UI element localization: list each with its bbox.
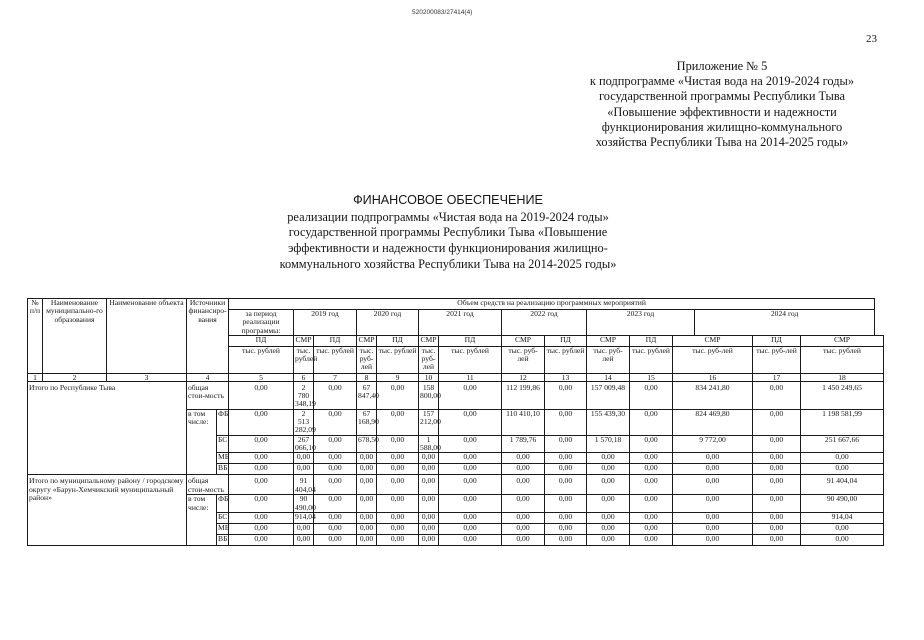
value-cell: 0,00 [439, 495, 502, 513]
value-cell: 0,00 [630, 475, 673, 495]
value-cell: 0,00 [229, 409, 294, 435]
value-cell: 0,00 [753, 534, 801, 545]
value-cell: 0,00 [545, 495, 587, 513]
col-header-smr: СМР [673, 335, 753, 346]
title-main: ФИНАНСОВОЕ ОБЕСПЕЧЕНИЕ [353, 193, 543, 207]
value-cell: 91 404,04 [801, 475, 884, 495]
source-code: ФБ [217, 495, 229, 513]
source-code: ВБ [217, 464, 229, 475]
col-number: 11 [439, 373, 502, 381]
value-cell: 251 667,66 [801, 435, 884, 453]
value-cell: 0,00 [439, 381, 502, 409]
group-label: Итого по Республике Тыва [28, 381, 187, 474]
appendix-heading [520, 59, 924, 150]
value-cell: 0,00 [357, 464, 377, 475]
value-cell: 0,00 [357, 523, 377, 534]
appendix-line: функционирования жилищно-коммунального [601, 119, 843, 134]
title-line: реализации подпрограммы «Чистая вода на 2019-2024 годы» [287, 209, 609, 224]
value-cell: 2 780 348,19 [295, 382, 316, 409]
header-row [28, 299, 884, 310]
value-cell: 0,00 [673, 523, 753, 534]
value-cell: 0,00 [377, 475, 419, 495]
col-header-pd: ПД [753, 335, 801, 346]
value-cell: 0,00 [419, 523, 439, 534]
value-cell: 0,00 [630, 453, 673, 464]
value-cell: 0,00 [753, 381, 801, 409]
page-number: 23 [866, 33, 877, 45]
value-cell: 914,04 [294, 512, 314, 523]
value-cell: 0,00 [673, 475, 753, 495]
value-cell: 0,00 [314, 409, 357, 435]
value-cell: 0,00 [439, 475, 502, 495]
col-number: 14 [587, 373, 630, 381]
col-number: 15 [630, 373, 673, 381]
col-header-object: Наименование объекта [107, 299, 187, 374]
col-number: 2 [43, 373, 107, 381]
value-cell: 0,00 [753, 495, 801, 513]
value-cell: 0,00 [377, 409, 419, 435]
value-cell: 0,00 [419, 475, 439, 495]
value-cell: 9 772,00 [673, 435, 753, 453]
value-cell: 157 212,00 [419, 409, 439, 435]
col-number: 4 [187, 373, 229, 381]
value-cell: 0,00 [229, 534, 294, 545]
value-cell: 0,00 [294, 534, 314, 545]
col-number: 3 [107, 373, 187, 381]
value-cell: 0,00 [419, 534, 439, 545]
table-row-total [28, 381, 884, 409]
value-cell: 914,04 [801, 512, 884, 523]
value-cell: 1 570,18 [587, 435, 630, 453]
value-cell: 0,00 [419, 495, 439, 513]
value-cell: 0,00 [357, 475, 377, 495]
col-header-unit: тыс. руб-лей [357, 346, 377, 373]
value-cell: 0,00 [587, 464, 630, 475]
value-cell: 2 513 282,09 [295, 408, 316, 435]
value-cell: 0,00 [673, 464, 753, 475]
value-cell: 0,00 [419, 464, 439, 475]
source-code: ФБ [217, 409, 229, 435]
value-cell: 0,00 [357, 453, 377, 464]
value-cell: 0,00 [630, 495, 673, 513]
col-header-sources: Источники финансиро-вания [187, 299, 229, 374]
document-id: 520200083/27414(4) [412, 9, 473, 16]
appendix-line: хозяйства Республики Тыва на 2014-2025 годы» [595, 135, 849, 150]
value-cell: 0,00 [673, 512, 753, 523]
col-header-unit: тыс. руб-лей [419, 346, 439, 373]
value-cell: 0,00 [801, 464, 884, 475]
col-header-smr: СМР [587, 335, 630, 346]
value-cell: 0,00 [314, 464, 357, 475]
value-cell: 0,00 [439, 512, 502, 523]
value-cell: 0,00 [502, 453, 545, 464]
col-header-smr: СМР [502, 335, 545, 346]
value-cell: 0,00 [377, 523, 419, 534]
value-cell: 0,00 [357, 512, 377, 523]
col-header-unit: тыс. рублей [294, 346, 314, 373]
col-number: 7 [314, 373, 357, 381]
total-cost-label: общая стои-мость [187, 381, 229, 409]
col-header-pd: ПД [439, 335, 502, 346]
value-cell: 0,00 [545, 534, 587, 545]
col-number: 6 [294, 373, 314, 381]
value-cell: 0,00 [229, 475, 294, 495]
value-cell: 0,00 [753, 409, 801, 435]
value-cell: 0,00 [673, 453, 753, 464]
value-cell: 0,00 [630, 523, 673, 534]
col-header-smr: СМР [357, 335, 377, 346]
col-header-unit: тыс. рублей [630, 346, 673, 373]
col-header-smr: СМР [419, 335, 439, 346]
value-cell: 834 241,80 [673, 381, 753, 409]
value-cell: 90 490,00 [295, 494, 316, 512]
value-cell: 0,00 [294, 464, 314, 475]
col-header-year: 2023 год [587, 310, 695, 336]
value-cell: 110 410,10 [502, 409, 545, 435]
value-cell: 0,00 [357, 534, 377, 545]
value-cell: 0,00 [439, 409, 502, 435]
value-cell: 0,00 [587, 495, 630, 513]
col-header-unit: тыс. рублей [801, 346, 884, 373]
col-header-smr: СМР [294, 335, 314, 346]
value-cell: 0,00 [314, 475, 357, 495]
value-cell: 0,00 [419, 453, 439, 464]
title-line: государственной программы Республики Тыва «Повышение [288, 225, 608, 240]
value-cell: 0,00 [502, 512, 545, 523]
col-number: 1 [28, 373, 43, 381]
value-cell: 0,00 [630, 464, 673, 475]
value-cell: 824 469,80 [673, 409, 753, 435]
value-cell: 0,00 [630, 512, 673, 523]
value-cell: 0,00 [502, 464, 545, 475]
col-number: 17 [753, 373, 801, 381]
value-cell: 0,00 [753, 464, 801, 475]
appendix-line: к подпрограмме «Чистая вода на 2019-2024 годы» [589, 74, 855, 89]
value-cell: 0,00 [377, 453, 419, 464]
col-header-unit: тыс. рублей [545, 346, 587, 373]
value-cell: 0,00 [502, 475, 545, 495]
value-cell: 0,00 [801, 453, 884, 464]
col-number: 16 [673, 373, 753, 381]
col-number: 10 [419, 373, 439, 381]
value-cell: 0,00 [314, 534, 357, 545]
value-cell: 0,00 [587, 475, 630, 495]
col-header-year: 2020 год [357, 310, 419, 336]
value-cell: 678,50 [357, 435, 377, 453]
group-label: Итого по муниципальному району / городскому округу «Барун-Хемчикский муниципальный район» [28, 475, 187, 546]
col-header-unit: тыс. рублей [439, 346, 502, 373]
value-cell: 267 066,10 [295, 434, 316, 452]
title-line: эффективности и надежности функционирования жилищно- [288, 241, 608, 256]
col-number: 9 [377, 373, 419, 381]
value-cell: 0,00 [545, 381, 587, 409]
col-header-year: 2022 год [502, 310, 587, 336]
value-cell: 0,00 [545, 512, 587, 523]
value-cell: 0,00 [229, 464, 294, 475]
value-cell: 0,00 [673, 534, 753, 545]
value-cell: 0,00 [439, 534, 502, 545]
value-cell: 0,00 [377, 435, 419, 453]
col-header-unit: тыс. руб-лей [587, 346, 630, 373]
value-cell: 155 439,30 [587, 409, 630, 435]
col-header-year: 2024 год [695, 310, 875, 336]
value-cell: 0,00 [377, 495, 419, 513]
col-header-pd: ПД [377, 335, 419, 346]
value-cell: 0,00 [545, 435, 587, 453]
value-cell: 0,00 [545, 523, 587, 534]
value-cell: 0,00 [229, 453, 294, 464]
including-label: в том числе: [187, 495, 217, 546]
col-number: 8 [357, 373, 377, 381]
value-cell: 0,00 [630, 534, 673, 545]
col-header-year: 2021 год [419, 310, 502, 336]
value-cell: 0,00 [545, 464, 587, 475]
header-row-column-numbers [28, 373, 884, 381]
value-cell: 0,00 [439, 435, 502, 453]
value-cell: 0,00 [502, 523, 545, 534]
value-cell: 0,00 [439, 464, 502, 475]
value-cell: 0,00 [801, 523, 884, 534]
value-cell: 158 800,00 [419, 381, 439, 409]
col-header-volume: Объем средств на реализацию программных мероприятий [229, 299, 875, 310]
value-cell: 0,00 [314, 495, 357, 513]
value-cell: 0,00 [545, 475, 587, 495]
value-cell: 0,00 [753, 512, 801, 523]
value-cell: 0,00 [753, 435, 801, 453]
value-cell: 0,00 [630, 409, 673, 435]
source-code: ВБ [217, 534, 229, 545]
value-cell: 67 847,40 [357, 381, 377, 409]
col-number: 5 [229, 373, 294, 381]
value-cell: 1 450 249,65 [801, 381, 884, 409]
col-header-unit: тыс. руб-лей [502, 346, 545, 373]
value-cell: 67 168,90 [357, 409, 377, 435]
value-cell: 0,00 [294, 523, 314, 534]
value-cell: 0,00 [419, 512, 439, 523]
col-header-unit: тыс. рублей [377, 346, 419, 373]
including-label: в том числе: [187, 409, 217, 474]
col-header-unit: тыс. рублей [314, 346, 357, 373]
value-cell: 0,00 [673, 495, 753, 513]
appendix-line: Приложение № 5 [676, 59, 768, 73]
col-header-municipality: Наименование муниципально-го образования [43, 299, 107, 374]
col-header-smr: СМР [801, 335, 884, 346]
col-header-pd: ПД [314, 335, 357, 346]
source-code: БС [217, 435, 229, 453]
col-header-number: № п/п [28, 299, 43, 374]
col-header-year: 2019 год [294, 310, 357, 336]
value-cell: 90 490,00 [801, 495, 884, 513]
value-cell: 0,00 [377, 381, 419, 409]
col-header-pd: ПД [229, 335, 294, 346]
title-line: коммунального хозяйства Республики Тыва на 2014-2025 годы» [279, 256, 617, 271]
value-cell: 0,00 [314, 512, 357, 523]
value-cell: 0,00 [630, 381, 673, 409]
financing-table [27, 298, 884, 546]
value-cell: 0,00 [439, 453, 502, 464]
col-number: 13 [545, 373, 587, 381]
value-cell: 0,00 [229, 512, 294, 523]
value-cell: 0,00 [545, 453, 587, 464]
total-cost-label: общая стои-мость [187, 475, 229, 495]
value-cell: 112 199,86 [502, 381, 545, 409]
col-header-pd: ПД [545, 335, 587, 346]
value-cell: 0,00 [587, 523, 630, 534]
value-cell: 0,00 [753, 475, 801, 495]
source-code: МБ [217, 523, 229, 534]
value-cell: 0,00 [229, 495, 294, 513]
value-cell: 0,00 [229, 381, 294, 409]
value-cell: 0,00 [294, 453, 314, 464]
value-cell: 0,00 [753, 453, 801, 464]
col-header-unit: тыс. руб-лей [673, 346, 753, 373]
value-cell: 0,00 [314, 381, 357, 409]
appendix-line: «Повышение эффективности и надежности [607, 104, 837, 119]
col-header-pd: ПД [630, 335, 673, 346]
value-cell: 0,00 [377, 534, 419, 545]
value-cell: 1 198 581,99 [801, 409, 884, 435]
col-header-period: за период реализации программы: [229, 310, 294, 336]
value-cell: 0,00 [377, 512, 419, 523]
col-number: 18 [801, 373, 884, 381]
value-cell: 157 009,48 [587, 381, 630, 409]
value-cell: 91 404,04 [295, 476, 316, 494]
value-cell: 0,00 [229, 435, 294, 453]
value-cell: 1 789,76 [502, 435, 545, 453]
table-row-total [28, 475, 884, 495]
value-cell: 0,00 [753, 523, 801, 534]
value-cell: 0,00 [357, 495, 377, 513]
value-cell: 0,00 [314, 453, 357, 464]
value-cell: 1 588,00 [420, 434, 441, 452]
value-cell: 0,00 [439, 523, 502, 534]
source-code: БС [217, 512, 229, 523]
value-cell: 0,00 [502, 534, 545, 545]
value-cell: 0,00 [587, 534, 630, 545]
appendix-line: государственной программы Республики Тыва [598, 89, 846, 104]
value-cell: 0,00 [630, 435, 673, 453]
col-header-unit: тыс. руб-лей [753, 346, 801, 373]
document-title [232, 193, 664, 273]
value-cell: 0,00 [502, 495, 545, 513]
value-cell: 0,00 [801, 534, 884, 545]
source-code: МБ [217, 453, 229, 464]
value-cell: 0,00 [545, 409, 587, 435]
value-cell: 0,00 [314, 435, 357, 453]
value-cell: 0,00 [587, 453, 630, 464]
value-cell: 0,00 [377, 464, 419, 475]
value-cell: 0,00 [587, 512, 630, 523]
value-cell: 0,00 [314, 523, 357, 534]
value-cell: 0,00 [229, 523, 294, 534]
col-header-unit: тыс. рублей [229, 346, 294, 373]
col-number: 12 [502, 373, 545, 381]
